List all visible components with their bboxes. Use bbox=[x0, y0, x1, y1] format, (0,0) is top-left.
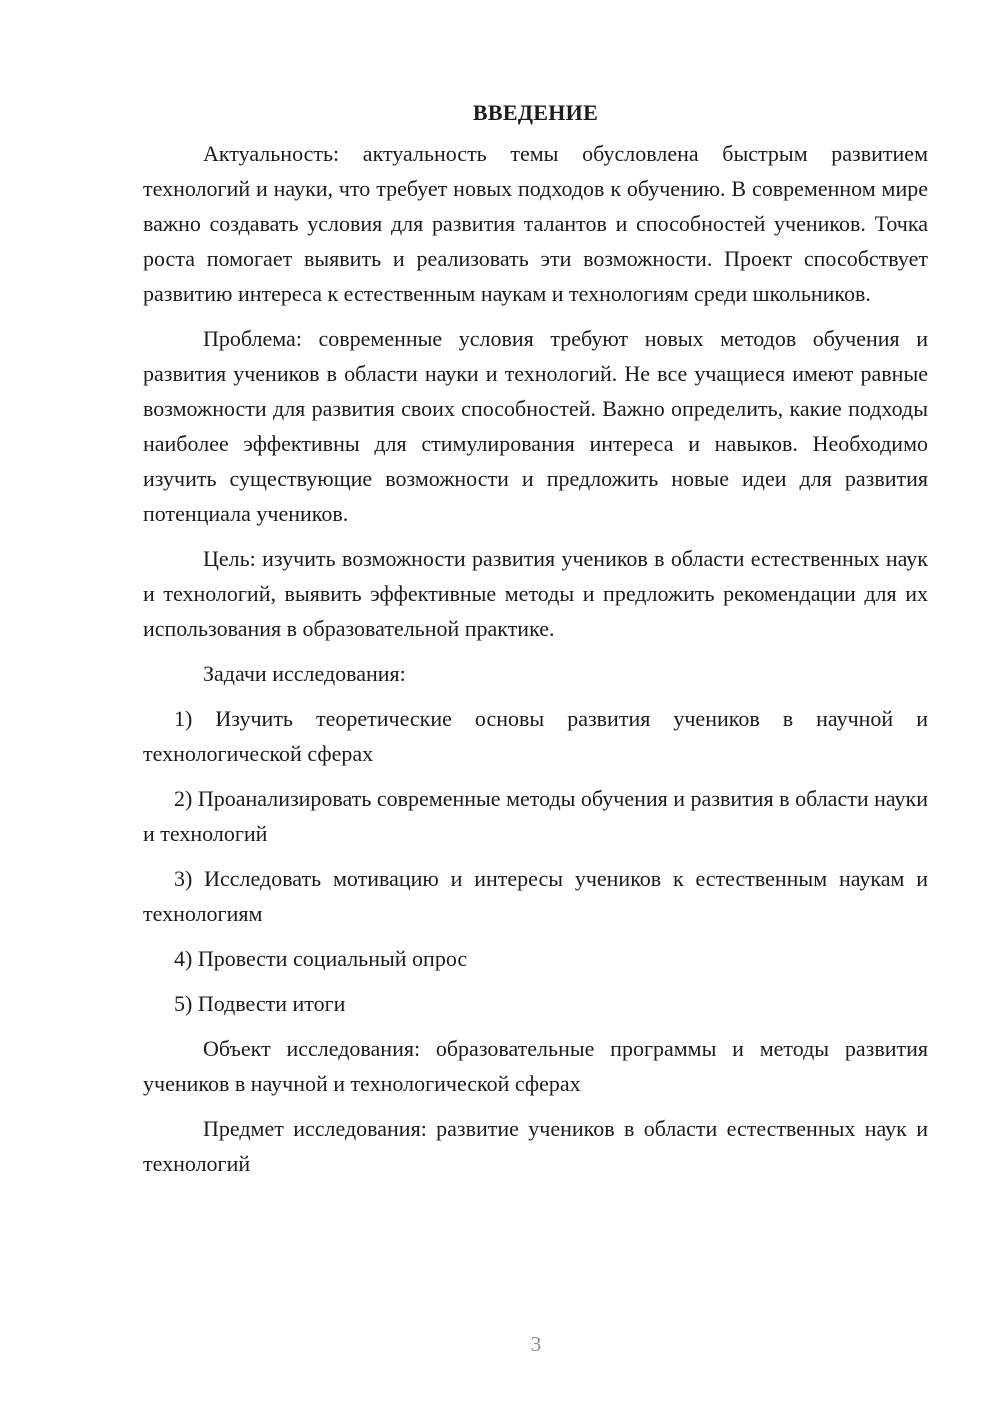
problem-paragraph: Проблема: современные условия требуют новых методов обучения и развития учеников в области науки и технологий. Не все учащиеся имеют равные возможности для развития своих способностей. Важно определить, какие подходы наиболее эффективны для стимулирования интереса и навыков. Необходимо изучить существующие возможности и предложить новые идеи для развития потенциала учеников. bbox=[143, 326, 928, 526]
goal-paragraph: Цель: изучить возможности развития учеников в области естественных наук и технологий, выявить эффективные методы и предложить рекомендации для их использования в образовательной практике. bbox=[143, 546, 928, 641]
task-item: 1) Изучить теоретические основы развития учеников в научной и технологической сферах bbox=[143, 706, 928, 766]
object-paragraph: Объект исследования: образовательные программы и методы развития учеников в научной и технологической сферах bbox=[143, 1036, 928, 1096]
relevance-paragraph: Актуальность: актуальность темы обусловлена быстрым развитием технологий и науки, что требует новых подходов к обучению. В современном мире важно создавать условия для развития талантов и способностей учеников. Точка роста помогает выявить и реализовать эти возможности. Проект способствует развитию интереса к естественным наукам и технологиям среди школьников. bbox=[143, 141, 928, 306]
subject-paragraph: Предмет исследования: развитие учеников в области естественных наук и технологий bbox=[143, 1116, 928, 1176]
task-item: 5) Подвести итоги bbox=[174, 991, 346, 1016]
task-item: 3) Исследовать мотивацию и интересы учеников к естественным наукам и технологиям bbox=[143, 866, 928, 926]
section-title: ВВЕДЕНИЕ bbox=[472, 100, 599, 125]
page-number: 3 bbox=[530, 1332, 542, 1356]
document-body bbox=[143, 95, 928, 1191]
tasks-heading: Задачи исследования: bbox=[203, 661, 406, 686]
task-item: 4) Провести социальный опрос bbox=[174, 946, 468, 971]
task-item: 2) Проанализировать современные методы обучения и развития в области науки и технологий bbox=[143, 786, 928, 846]
